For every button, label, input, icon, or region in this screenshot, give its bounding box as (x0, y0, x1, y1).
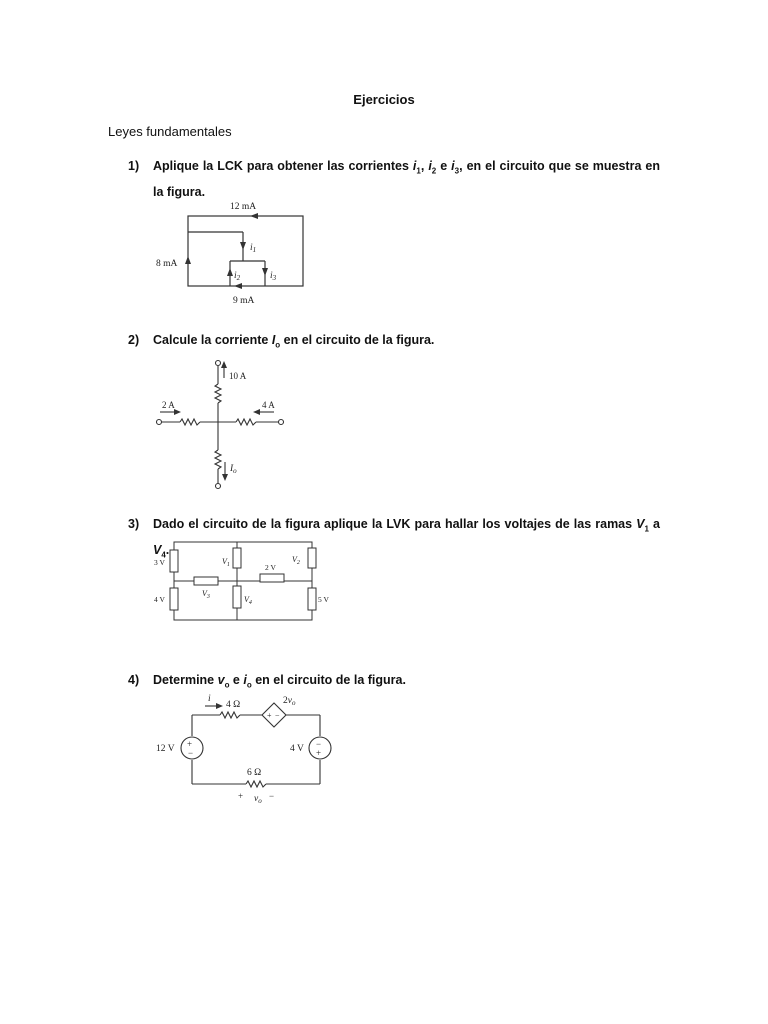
svg-text:V3: $V_3$ (202, 589, 210, 600)
svg-text:+: + (238, 791, 244, 801)
svg-text:+: + (267, 711, 272, 720)
svg-text:−: − (188, 748, 194, 758)
page-title: Ejercicios (353, 92, 415, 107)
exercise-text: Dado el circuito de la figura aplique la LVK para hallar los voltajes de las ramas $V_1$ a $V_4$. (153, 517, 660, 559)
svg-text:10 A: 10 A (229, 371, 247, 381)
svg-text:2 V: 2 V (265, 563, 276, 572)
exercise-text: Determine $v_o$ e $i_o$ en el circuito de la figura. (153, 673, 406, 690)
svg-text:2 A: 2 A (162, 400, 175, 410)
circuit-figure-3 (150, 538, 330, 626)
svg-text:i2: $i_2$ (234, 271, 241, 282)
svg-text:V2: $V_2$ (292, 555, 300, 566)
svg-text:−: − (316, 739, 322, 749)
svg-text:4 V: 4 V (290, 744, 304, 754)
svg-text:3 V: 3 V (154, 558, 165, 567)
svg-text:vo: $v_o$ (254, 794, 262, 805)
exercise-text: Calcule la corriente $I_o$ en el circuito de la figura. (153, 333, 435, 350)
exercise-text: Aplique la LCK para obtener las corrientes $i_1$, $i_2$ e $i_3$, en el circuito que se muestra en la figura. (153, 159, 660, 199)
svg-text:−: − (269, 791, 275, 801)
svg-text:V1: $V_1$ (222, 557, 230, 568)
exercise-number: 1) (128, 159, 140, 173)
svg-text:4 A: 4 A (262, 400, 275, 410)
svg-text:2vo: $2v_o$ (283, 696, 296, 707)
exercise-number: 2) (128, 333, 140, 347)
exercise-number: 4) (128, 673, 140, 687)
svg-text:i3: $i_3$ (270, 271, 277, 282)
exercise-2 (128, 330, 660, 356)
svg-text:9 mA: 9 mA (233, 296, 255, 306)
svg-text:4 V: 4 V (154, 595, 165, 604)
circuit-figure-4 (150, 690, 345, 808)
svg-text:8 mA: 8 mA (156, 259, 178, 269)
svg-text:12 V: 12 V (156, 744, 175, 754)
svg-text:+: + (187, 739, 193, 749)
section-title: Leyes fundamentales (108, 124, 232, 139)
svg-text:5 V: 5 V (318, 595, 329, 604)
exercise-number: 3) (128, 517, 140, 531)
svg-text:6 Ω: 6 Ω (247, 768, 262, 778)
svg-text:V4: $V_4$ (244, 595, 252, 606)
svg-text:+: + (316, 748, 322, 758)
svg-text:i1: $i_1$ (250, 243, 257, 254)
exercise-1 (128, 156, 660, 202)
svg-text:12 mA: 12 mA (230, 202, 257, 212)
svg-text:−: − (275, 711, 280, 720)
svg-text:i: i (208, 694, 211, 704)
circuit-figure-1 (150, 198, 320, 310)
svg-text:4 Ω: 4 Ω (226, 700, 241, 710)
circuit-figure-2 (150, 358, 300, 493)
svg-text:Io: $I_o$ (230, 464, 237, 475)
